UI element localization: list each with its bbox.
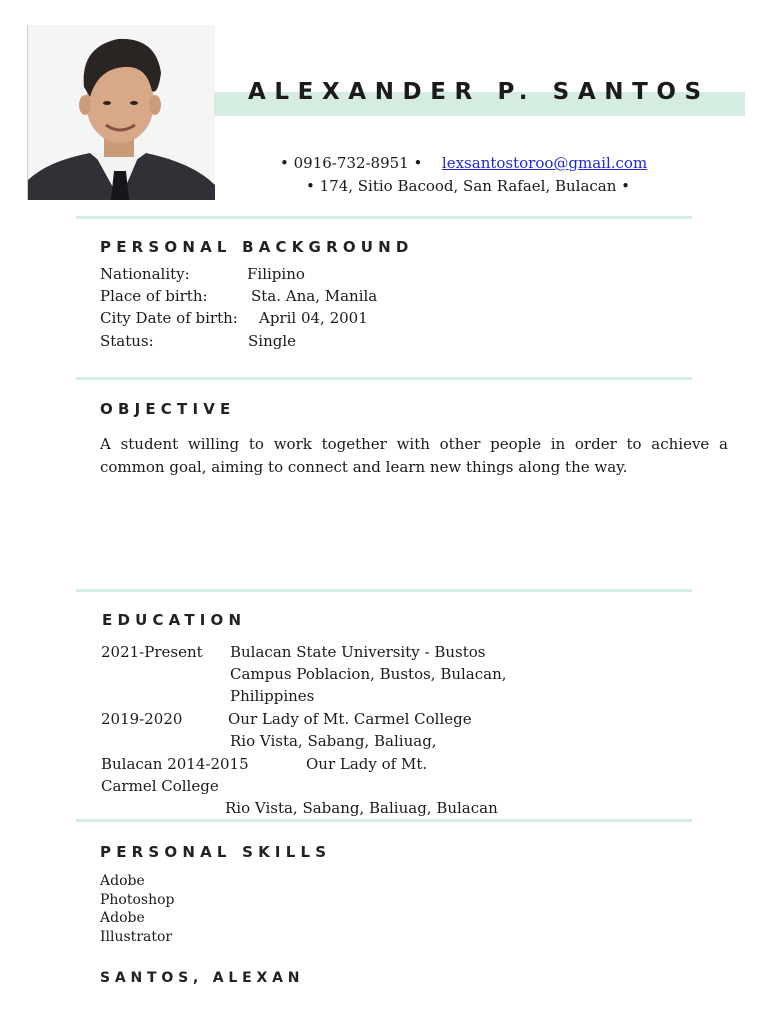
email-link[interactable]: lexsantostoroo@gmail.com — [441, 154, 648, 172]
education-school: Bulacan State University - Bustos — [230, 643, 486, 661]
profile-photo — [27, 25, 215, 200]
skill-item: Illustrator — [100, 928, 173, 945]
objective-heading: OBJECTIVE — [100, 400, 236, 418]
education-address: Campus Poblacion, Bustos, Bulacan, — [230, 665, 507, 683]
section-divider — [76, 819, 692, 822]
skills-list — [100, 872, 175, 946]
nationality-label: Nationality: — [100, 265, 190, 283]
education-address: Rio Vista, Sabang, Baliuag, Bulacan — [225, 799, 498, 817]
education-years: Bulacan 2014-2015 — [101, 755, 249, 773]
status-value: Single — [248, 332, 297, 350]
section-divider — [76, 216, 692, 219]
skill-item: Adobe — [100, 873, 145, 889]
education-school: Our Lady of Mt. Carmel College — [228, 710, 472, 728]
birthdate-label: City Date of birth: — [100, 309, 238, 327]
skill-item: Adobe — [100, 910, 145, 926]
applicant-name: ALEXANDER P. SANTOS — [248, 79, 710, 105]
objective-text: A student willing to work together with other people in order to achieve a common goal, aiming to connect and learn new things along the way. — [100, 435, 728, 476]
skill-item: Photoshop — [100, 891, 175, 908]
address: • 174, Sitio Bacood, San Rafael, Bulacan • — [306, 177, 631, 195]
birthplace-value: Sta. Ana, Manila — [251, 287, 378, 305]
phone-number: • 0916-732-8951 • — [280, 154, 423, 172]
education-address: Philippines — [230, 687, 315, 705]
birthdate-value: April 04, 2001 — [259, 309, 368, 327]
status-label: Status: — [100, 332, 154, 350]
personal-skills-heading: PERSONAL SKILLS — [100, 843, 332, 861]
education-heading: EDUCATION — [102, 611, 247, 629]
birthplace-label: Place of birth: — [100, 287, 208, 305]
section-divider — [76, 589, 692, 592]
footer-name: SANTOS, ALEXAN — [100, 970, 305, 986]
profile-photo-image — [28, 25, 215, 200]
education-years: 2021-Present — [101, 643, 203, 661]
section-divider — [76, 377, 692, 380]
education-school: Our Lady of Mt. — [306, 755, 428, 773]
personal-background-heading: PERSONAL BACKGROUND — [100, 238, 414, 256]
education-school: Carmel College — [101, 777, 219, 795]
education-years: 2019-2020 — [101, 710, 183, 728]
contact-line-1 — [280, 154, 647, 172]
nationality-value: Filipino — [247, 265, 305, 283]
education-address: Rio Vista, Sabang, Baliuag, — [230, 732, 437, 750]
